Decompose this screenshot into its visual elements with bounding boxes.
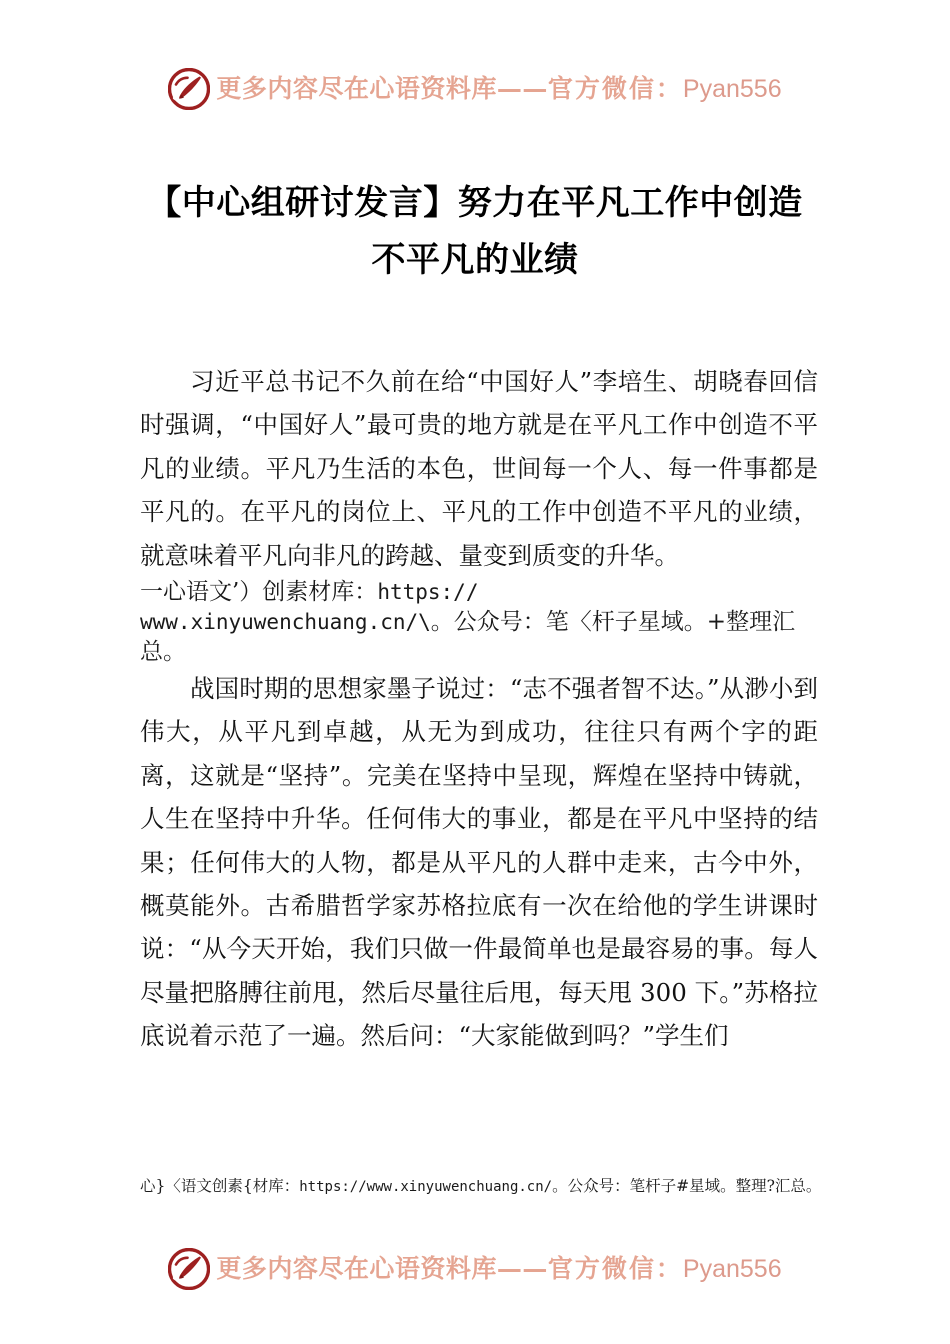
page-title-line-2: 不平凡的业绩 bbox=[371, 239, 579, 280]
inline-watermark-url-part-2: www.xinyuwenchuang.cn/\ bbox=[140, 610, 431, 635]
promo-banner-wechat-handle: Pyan556 bbox=[682, 75, 782, 103]
document-body bbox=[140, 360, 818, 1058]
inline-watermark-url-part-1: https:// bbox=[377, 580, 479, 605]
promo-banner-wechat-handle: Pyan556 bbox=[682, 1255, 782, 1283]
inline-watermark-suffix: 。公众号：笔〈杆子星域。+整理汇总。 bbox=[140, 609, 796, 666]
footer-watermark-url: https://www.xinyuwenchuang.cn/ bbox=[299, 1179, 553, 1195]
promo-banner-main-text: 更多内容尽在心语资料库—— bbox=[216, 74, 548, 103]
promo-banner-wechat-label: 官方微信： bbox=[547, 74, 683, 103]
promo-banner-wechat-label: 官方微信： bbox=[547, 1254, 683, 1283]
page-title-line-1: 【中心组研讨发言】努力在平凡工作中创造 bbox=[147, 182, 803, 223]
inline-watermark-prefix: 一心语文’）创素材库： bbox=[140, 579, 378, 606]
promo-banner-label bbox=[216, 1256, 781, 1282]
brush-circle-logo-icon bbox=[168, 68, 210, 110]
promo-banner-top bbox=[0, 68, 950, 110]
footer-watermark bbox=[140, 1176, 840, 1197]
body-paragraph-1: 习近平总书记不久前在给“中国好人”李培生、胡晓春回信时强调，“中国好人”最可贵的地方就是在平凡工作中创造不平凡的业绩。平凡乃生活的本色，世间每一个人、每一件事都是平凡的。在平凡的岗位上、平凡的工作中创造不平凡的业绩，就意味着平凡向非凡的跨越、量变到质变的升华。 bbox=[140, 367, 818, 570]
promo-banner-bottom bbox=[0, 1248, 950, 1290]
body-paragraph-2: 战国时期的思想家墨子说过：“志不强者智不达。”从渺小到伟大，从平凡到卓越，从无为到成功，往往只有两个字的距离，这就是“坚持”。完美在坚持中呈现，辉煌在坚持中铸就，人生在坚持中升华。任何伟大的事业，都是在平凡中坚持的结果；任何伟大的人物，都是从平凡的人群中走来，古今中外，概莫能外。古希腊哲学家苏格拉底有一次在给他的学生讲课时说：“从今天开始，我们只做一件最简单也是最容易的事。每人尽量把胳膊往前甩，然后尽量往后甩，每天甩 300 下。”苏格拉底说着示范了一遍。然后问：“大家能做到吗？”学生们 bbox=[140, 674, 818, 1051]
brush-circle-logo-icon bbox=[168, 1248, 210, 1290]
promo-banner-main-text: 更多内容尽在心语资料库—— bbox=[216, 1254, 548, 1283]
footer-watermark-prefix: 心}〈语文创素{材库： bbox=[140, 1177, 300, 1195]
footer-watermark-suffix: 。公众号：笔杆子#星域。整理?汇总。 bbox=[552, 1177, 822, 1195]
inline-watermark-block bbox=[140, 577, 818, 667]
page-title bbox=[140, 175, 810, 289]
promo-banner-label bbox=[216, 76, 781, 102]
